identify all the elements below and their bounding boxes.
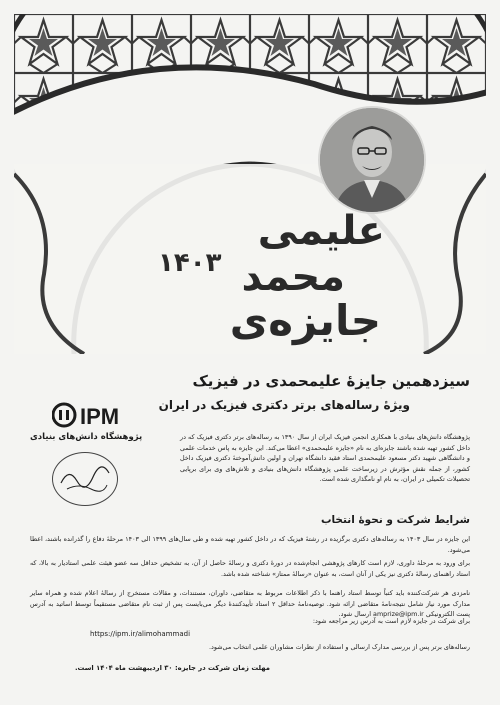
prize-title-line2: محمد <box>241 254 345 300</box>
section-title: شرایط شرکت و نحوهٔ انتخاب <box>320 514 470 526</box>
deadline-text: مهلت زمان شرکت در جایزه: ۳۰ اردیبهشت ماه ۱۴۰۴ است. <box>74 664 270 672</box>
prize-title <box>150 206 385 356</box>
prize-title-line3: جایزه‌ی <box>229 296 381 345</box>
prize-title-line1: علیمی <box>257 208 385 254</box>
subheadline: ویژهٔ رساله‌های برتر دکتری فیزیک در ایران <box>158 398 410 412</box>
intro-paragraph: پژوهشگاه دانش‌های بنیادی با همکاری انجمن فیزیک ایران از سال ۱۳۹۰ به رساله‌های برتر دکتری فیزیک که در داخل کشور تهیه شده باشند جایزه‌ای به نام «جایزه علیمحمدی» اعطا می‌کند. این جایزه به پاس خدمات علمی و دانشگاهی شهید دکتر مسعود علیمحمدی استاد فقید دانشگاه تهران و اولین دانش‌آموختهٔ دکتری فیزیک داخل کشور، از جمله نقش مؤثرش در زیرساخت علمی پژوهشگاه دانش‌های بنیادی و تلاش‌های وی برای برپایی تحصیلات تکمیلی در ایران، به نام او نامگذاری شده است. <box>180 433 470 483</box>
institute-name: پژوهشگاه دانش‌های بنیادی <box>30 432 143 442</box>
headline: سیزدهمین جایزهٔ علیمحمدی در فیزیک <box>192 372 470 390</box>
registration-paragraph: برای شرکت در جایزه لازم است به آدرس زیر مراجعه شود: <box>312 617 470 625</box>
signature-stamp <box>52 452 118 506</box>
condition-paragraph-2: برای ورود به مرحلهٔ داوری، لازم است کارهای پژوهشی انجام‌شده در دورهٔ دکتری و رسالهٔ حاصل از آن، به تشخیص حداقل سه عضو هیئت علمی استادیار به بالا، که استاد راهنمای رسالهٔ دکتری نیز یکی از آنان است، به عنوان «رسالهٔ ممتاز» شناخته شده باشد. <box>30 559 470 578</box>
registration-link[interactable]: https://ipm.ir/alimohammadi <box>90 630 191 638</box>
condition-paragraph-3: نامزدی هر شرکت‌کننده باید کتباً توسط استاد راهنما با ذکر اطلاعات مربوط به متقاضی، داوران، مستندات، و مقالات مستخرج از رسالهٔ اعلام شده و همراه سایر مدارک مورد نیاز شامل نتیجه‌نامهٔ متقاضی ارائه شود. توصیه‌نامهٔ حداقل ۲ استاد تأییدکنندهٔ دیگر می‌بایست پس از ثبت نام متقاضی مستقیماً توسط اساتید به آدرس پست الکترونیکی amprize@ipm.ir ارسال شود. <box>30 589 470 618</box>
ipm-logo-text: IPM <box>80 404 120 428</box>
ipm-logo-icon <box>52 402 142 428</box>
prize-year: ۱۴۰۳ <box>158 248 222 278</box>
portrait-photo <box>318 106 426 214</box>
selection-paragraph: رساله‌های برتر پس از بررسی مدارک ارسالی و استفاده از نظرات مشاوران علمی انتخاب می‌شود. <box>208 643 470 651</box>
condition-paragraph-1: این جایزه در سال ۱۴۰۳ به رساله‌های دکتری برگزیده در رشتهٔ فیزیک که در داخل کشور تهیه شده و طی سال‌های ۱۳۹۹ الی ۱۴۰۳ مرحلهٔ دفاع را گذرانده باشند، اعطا می‌شود. <box>30 535 470 554</box>
